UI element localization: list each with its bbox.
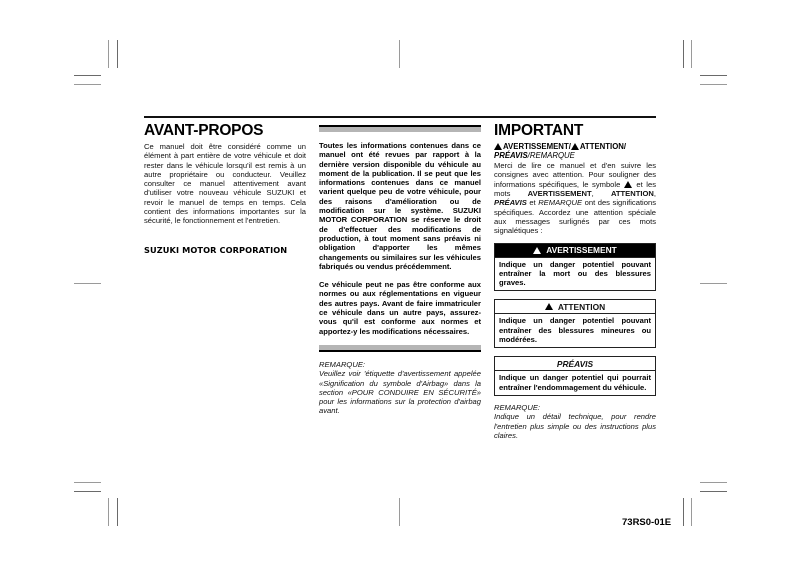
crop-mark (399, 498, 400, 526)
section-title: AVANT-PROPOS (144, 122, 264, 139)
crop-mark (108, 498, 109, 526)
section-bar-bottom (319, 345, 481, 352)
caution-box-text: Indique un danger potentiel pouvant entraîner des blessures mineures ou modérées. (499, 316, 651, 345)
airbag-remark (319, 360, 481, 416)
warning-box-text: Indique un danger potentiel pouvant entraîner la mort ou des blessures graves. (499, 259, 651, 288)
company-name: SUZUKI MOTOR CORPORATION (144, 244, 288, 255)
warning-triangle-icon (545, 303, 553, 310)
section-bar-top (319, 125, 481, 132)
crop-mark (74, 75, 101, 76)
important-remark (494, 403, 656, 440)
warning-triangle-icon (494, 143, 502, 150)
notice-box-text: Indique un danger potentiel qui pourrait entraîner l'endommagement du véhicule. (499, 373, 651, 392)
crop-mark (117, 498, 118, 526)
crop-mark (74, 84, 101, 85)
crop-mark (117, 40, 118, 68)
caution-box-header: ATTENTION (495, 300, 655, 314)
foreword-paragraph: Ce manuel doit être considéré comme un élément à part entière de votre véhicule et doit rester dans le véhicule lorsqu'il est remis à un autre propriétaire ou conducteur. Veuillez consulter ce manuel attentivement avant d'utiliser votre nouveau véhicule SUZUKI et revoir le manuel de temps en temps. Cela contient des informations importantes sur la sécurité, le fonctionnement et l'entretien. (144, 142, 306, 226)
crop-mark (74, 491, 101, 492)
crop-mark (700, 491, 727, 492)
crop-mark (108, 40, 109, 68)
crop-mark (700, 283, 727, 284)
remark-text: Indique un détail technique, pour rendre l'entretien plus simple ou des instructions plus claires. (494, 412, 656, 440)
conformity-notice: Ce véhicule peut ne pas être conforme aux normes ou aux réglementations en vigueur des autres pays. Avant de faire immatriculer ce véhicule dans un autre pays, assurez-vous qu'il est conforme aux normes et apportez-y les modifications nécessaires. (319, 280, 481, 336)
page-code: 73RS0-01E (622, 517, 672, 528)
crop-mark (700, 84, 727, 85)
crop-mark (683, 40, 684, 68)
crop-mark (691, 498, 692, 526)
revision-notice: Toutes les informations contenues dans ce manuel ont été revues par rapport à la dernière version disponible du véhicule au moment de la publication. Il se peut que les informations contenues dans ce manuel varient quelque peu de votre véhicule, pour des raisons d'amélioration ou de modification sur le système. SUZUKI MOTOR CORPORATION se réserve le droit de d'effectuer des modifications de production, à tout moment sans préavis ni obligation d'apporter les mêmes changements ou similaires sur les véhicules fabriqués ou vendus précédemment. (319, 141, 481, 271)
warning-triangle-icon (533, 247, 541, 254)
caution-box (494, 299, 656, 348)
header-rule (144, 116, 656, 118)
crop-mark (700, 75, 727, 76)
crop-mark (399, 40, 400, 68)
notice-box-header: PRÉAVIS (495, 357, 655, 371)
crop-mark (700, 482, 727, 483)
signal-words-heading: AVERTISSEMENT/ ATTENTION/ PRÉAVIS/REMARQUE (494, 142, 627, 160)
warning-box-header: AVERTISSEMENT (495, 244, 655, 258)
crop-mark (74, 283, 101, 284)
important-section (494, 122, 656, 440)
warning-triangle-icon (624, 181, 632, 188)
remark-label: REMARQUE: (319, 359, 365, 369)
warning-triangle-icon (571, 143, 579, 150)
warning-box (494, 243, 656, 292)
remark-label: REMARQUE: (494, 402, 540, 412)
crop-mark (74, 482, 101, 483)
avant-propos-section (144, 122, 306, 255)
notice-box (494, 356, 656, 396)
remark-text: Veuillez voir 'étiquette d'avertissement appelée «Signification du symbole d'Airbag» dans la section «POUR CONDUIRE EN SÉCURITÉ» pour les informations sur la protection d'airbag avant. (319, 369, 481, 416)
crop-mark (683, 498, 684, 526)
section-title: IMPORTANT (494, 122, 584, 139)
notice-section (319, 125, 481, 416)
crop-mark (691, 40, 692, 68)
intro-paragraph: Merci de lire ce manuel et d'en suivre les consignes avec attention. Pour souligner des informations spécifiques, le symbole et les mots AVERTISSEMENT, ATTENTION, PRÉAVIS et REMARQUE ont des significations spécifiques. Accordez une attention spéciale aux messages surlignés par ces mots signalétiques : (494, 161, 656, 236)
